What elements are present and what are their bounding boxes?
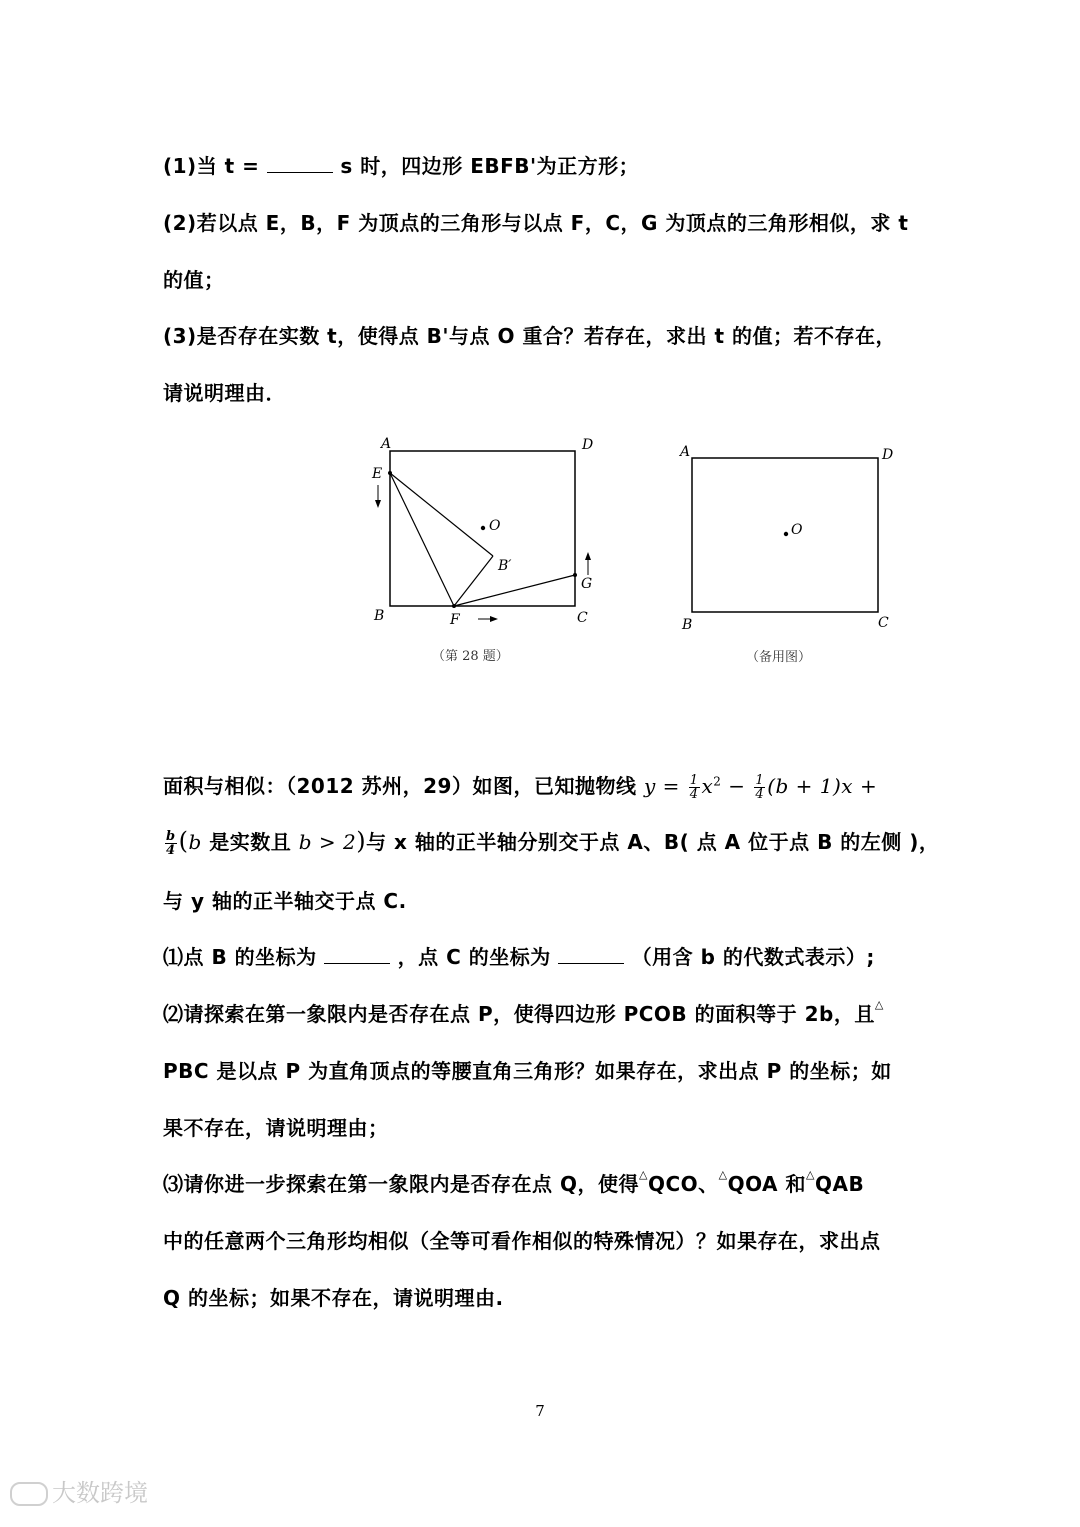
cond-b-gt-2: b > 2 (298, 830, 357, 854)
arrow-down-head-icon (375, 500, 381, 508)
question-2-line-2: 的值； (163, 268, 225, 292)
label-a: A (381, 436, 392, 452)
segment-ef (390, 473, 454, 606)
label-f: F (450, 612, 460, 628)
part-2-line-1: ⑵请探索在第一象限内是否存在点 P，使得四边形 PCOB 的面积等于 2b，且△ (163, 998, 884, 1026)
triangle-symbol: △ (718, 1168, 728, 1181)
point-g (573, 573, 577, 577)
point-o-spare (784, 532, 788, 536)
label-o: O (489, 518, 501, 534)
part-2-line-3: 果不存在，请说明理由； (163, 1116, 389, 1140)
cond-text: 是实数且 (201, 830, 299, 854)
label-d-spare: D (882, 447, 894, 463)
question-3-line-2: 请说明理由． (163, 381, 286, 405)
answer-blank-b (324, 947, 390, 964)
segment-fg (454, 575, 575, 606)
intro-year: 2012 苏州，29 (296, 774, 452, 798)
label-c: C (577, 610, 588, 626)
label-b-spare: B (682, 617, 693, 633)
part-2-line-2: PBC 是以点 P 为直角顶点的等腰直角三角形？如果存在，求出点 P 的坐标；如 (163, 1059, 892, 1083)
fraction-b-over-4: $\frac{b}{4}$ (166, 829, 176, 858)
label-b-prime: B′ (498, 558, 512, 574)
segment-b-prime-f (454, 556, 493, 606)
q1-suffix: s 时，四边形 EBFB'为正方形； (340, 154, 640, 178)
triangle-symbol: △ (806, 1168, 815, 1181)
watermark: 大数跨境 (10, 1473, 148, 1508)
q1-prefix: (1)当 t = (163, 154, 260, 178)
label-c-spare: C (878, 615, 889, 631)
figure-28 (360, 430, 610, 675)
label-g: G (581, 576, 593, 592)
figure-caption: （第 28 题） (432, 649, 509, 664)
part-3-line-2: 中的任意两个三角形均相似（全等可看作相似的特殊情况）？如果存在，求出点 (163, 1229, 881, 1253)
question-3-line-1: (3)是否存在实数 t，使得点 B'与点 O 重合？若存在，求出 t 的值；若不存在， (163, 324, 896, 348)
parabola-equation: y = $\frac{1}{4}$ $x^2$ − $\frac{1}{4}$ (b + 1)x + (643, 773, 878, 802)
page-number: 7 (535, 1402, 545, 1420)
label-a-spare: A (680, 444, 691, 460)
cond-b: b (188, 830, 202, 854)
part-3-line-1: ⑶请你进一步探索在第一象限内是否存在点 Q，使得△QCO、△QOA 和△QAB (163, 1168, 865, 1196)
label-b: B (374, 608, 385, 624)
point-e (388, 471, 392, 475)
point-o (481, 526, 485, 530)
part-1-b: ，点 C 的坐标为 (397, 945, 551, 969)
part-1 (163, 941, 875, 970)
triangle-symbol: △ (874, 998, 884, 1011)
intro-b: ）如图，已知抛物线 (451, 774, 637, 798)
question-2-line-1: (2)若以点 E，B，F 为顶点的三角形与以点 F，C，G 为顶点的三角形相似，求 t (163, 211, 909, 235)
label-o-spare: O (791, 522, 803, 538)
watermark-logo-icon (10, 1482, 48, 1506)
part-1-c: （用含 b 的代数式表示）; (631, 945, 875, 969)
segment-eb-prime (390, 473, 493, 556)
arrow-up-head-icon (585, 552, 591, 560)
line2-text: 与 x 轴的正半轴分别交于点 A、B( 点 A 位于点 B 的左侧 )， (366, 830, 940, 854)
problem-2-intro (163, 770, 877, 801)
problem-2-line-2: $\frac{b}{4}$ (b 是实数且 b > 2)与 x 轴的正半轴分别交于点 A、B( 点 A 位于点 B 的左侧 )， (166, 827, 940, 858)
intro-a: 面积与相似：（ (163, 774, 297, 798)
figure-caption-spare: （备用图） (746, 650, 812, 665)
part-1-a: ⑴点 B 的坐标为 (163, 945, 317, 969)
figure-spare (670, 435, 910, 675)
question-1 (163, 150, 639, 179)
label-e: E (372, 466, 383, 482)
point-f (452, 604, 456, 608)
part-3-line-3: Q 的坐标；如果不存在，请说明理由. (163, 1286, 504, 1310)
triangle-symbol: △ (638, 1168, 648, 1181)
arrow-right-head-icon (490, 616, 498, 622)
answer-blank (267, 156, 333, 173)
problem-2-line-3: 与 y 轴的正半轴交于点 C. (163, 889, 407, 913)
answer-blank-c (558, 947, 624, 964)
label-d: D (582, 437, 594, 453)
